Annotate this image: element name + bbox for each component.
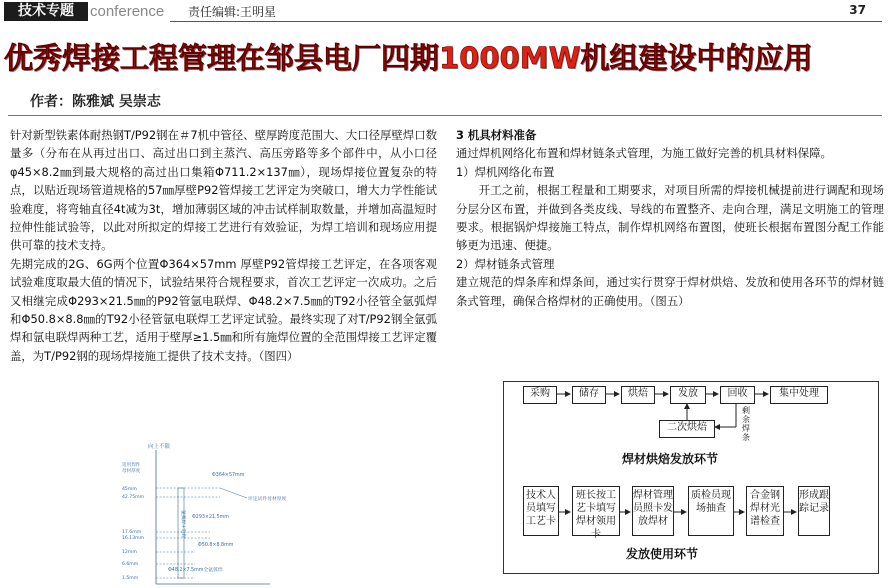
flow-step-redo: 二次烘焙 xyxy=(659,420,715,438)
section-heading: 3 机具材料准备 xyxy=(456,128,537,142)
flow-step: 焊材管理员照卡发放焊材 xyxy=(632,486,674,536)
caption: 焊材烘焙发放环节 xyxy=(622,452,719,466)
article-title: 优秀焊接工程管理在邹县电厂四期1000MW机组建设中的应用 xyxy=(4,41,813,75)
flow-step: 发放 xyxy=(670,386,706,404)
annotation: Φ293×21.5mm xyxy=(192,515,229,520)
body-paragraph: 先期完成的2G、6G两个位置Φ364×57mm 厚壁P92管焊接工艺评定，在各项客观试验难度取最大值的情况下，试验结果符合规程要求，首次工艺评定一次成功。之后又相继完成Φ293×21.5㎜的P92管氩电联焊、Φ48.2×7.5㎜的T92小径管全氩弧焊和Φ50.8×8.8㎜的T92小径管氩电联焊工艺评定试验。最终实现了对T/P92钢全氩弧焊和氩电联焊两种工艺，适用于壁厚≥1.5㎜和所有施焊位置的全范围焊接工艺评定覆盖，为T/P92钢的现场焊接施工提供了技术支持。（图四） xyxy=(10,256,437,363)
y-label: 1.5mm xyxy=(122,576,139,581)
y-label: 45mm xyxy=(122,487,137,492)
flow-step: 采购 xyxy=(523,386,557,404)
section-tag: 技术专题 xyxy=(4,2,88,21)
body-paragraph: 开工之前，根据工程量和工期要求，对项目所需的焊接机械提前进行调配和现场分层分区布置，并做到各类皮线、导线的布置整齐、走向合理，满足文明施工的管理要求。根据锅炉焊接施工特点，制作焊机网络布置图，使班长根据布置图分配工作能够更为迅速、便捷。 xyxy=(456,183,884,253)
editor-credit: 责任编辑:王明星 xyxy=(188,5,277,19)
right-column xyxy=(456,126,884,310)
caption: 发放使用环节 xyxy=(626,547,699,561)
annotation: Φ48.2×7.5mm全氩弧焊 xyxy=(168,568,223,573)
flow-step: 技术人员填写工艺卡 xyxy=(523,486,559,536)
flow-step: 质检员现场抽查 xyxy=(688,486,734,536)
y-label: 6.6mm xyxy=(122,562,139,567)
figure-5-flowchart xyxy=(503,381,879,574)
annotation: Φ50.8×8.8mm xyxy=(198,543,234,548)
y-label: 16.13mm xyxy=(122,536,145,541)
flow-step: 形成跟踪记录 xyxy=(798,486,830,536)
page-header xyxy=(0,0,888,22)
flow-step: 回收 xyxy=(720,386,755,404)
figure-4-thickness-diagram xyxy=(120,440,316,588)
header-divider xyxy=(170,21,882,22)
y-label: 12mm xyxy=(122,550,137,555)
y-label: 17.6mm xyxy=(122,530,142,535)
section-tag-en: conference xyxy=(90,3,165,20)
page-number: 37 xyxy=(849,3,866,17)
y-label: 母材厚度 xyxy=(122,469,141,474)
guide-lines xyxy=(156,488,220,578)
flow-step: 烘焙 xyxy=(621,386,655,404)
left-column xyxy=(10,126,437,365)
legend-label: 评定试件母材厚度 xyxy=(248,497,287,502)
flow-step: 储存 xyxy=(572,386,606,404)
article-authors: 作者：陈雅斌 吴崇志 xyxy=(30,94,161,110)
y-label: 适用焊件 xyxy=(122,463,141,468)
flow-step: 集中处理 xyxy=(770,386,828,404)
subsection-heading: 1）焊机网络化布置 xyxy=(456,164,555,179)
body-paragraph: 针对新型铁素体耐热钢T/P92钢在＃7机中管径、壁厚跨度范围大、大口径厚壁焊口数量多（分布在从再过出口、高过出口到主蒸汽、高压旁路等多个部件中，从小口径φ45×8.2㎜到最大规格的高过出口集箱Φ711.2×137㎜），现场焊接位置复杂的特点，以贴近现场管道规格的57㎜厚壁P92管焊接工艺评定为突破口，增大力学性能试验难度，将弯轴直径4t减为3t，增加薄弱区域的冲击试样制取数量，并增加高温短时拉伸性能试验等，以此对所拟定的焊接工艺进行有效验证，为焊工培训和现场应用提供可靠的技术支持。 xyxy=(10,128,437,253)
side-label: 剩余焊条 xyxy=(742,406,750,442)
subsection-heading: 2）焊材链条式管理 xyxy=(456,256,555,271)
title-divider xyxy=(8,115,882,116)
body-paragraph: 通过焊机网络化布置和焊材链条式管理，为施工做好完善的机具材料保障。 xyxy=(456,146,832,161)
top-label: 向上不限 xyxy=(148,444,171,450)
flow-step: 班长按工艺卡填写焊材领用卡 xyxy=(572,486,620,536)
annotation: Φ364×57mm xyxy=(212,473,245,478)
leader-line xyxy=(220,488,247,498)
body-paragraph: 建立规范的焊条库和焊条间，通过实行贯穿于焊材烘焙、发放和使用各环节的焊材链条式管理，确保合格焊材的正确使用。（图五） xyxy=(456,275,884,308)
process-label: 氩弧焊+电焊 xyxy=(180,510,185,539)
flow-step: 合金钢焊材光谱检查 xyxy=(746,486,784,536)
y-label: 42.75mm xyxy=(122,495,145,500)
